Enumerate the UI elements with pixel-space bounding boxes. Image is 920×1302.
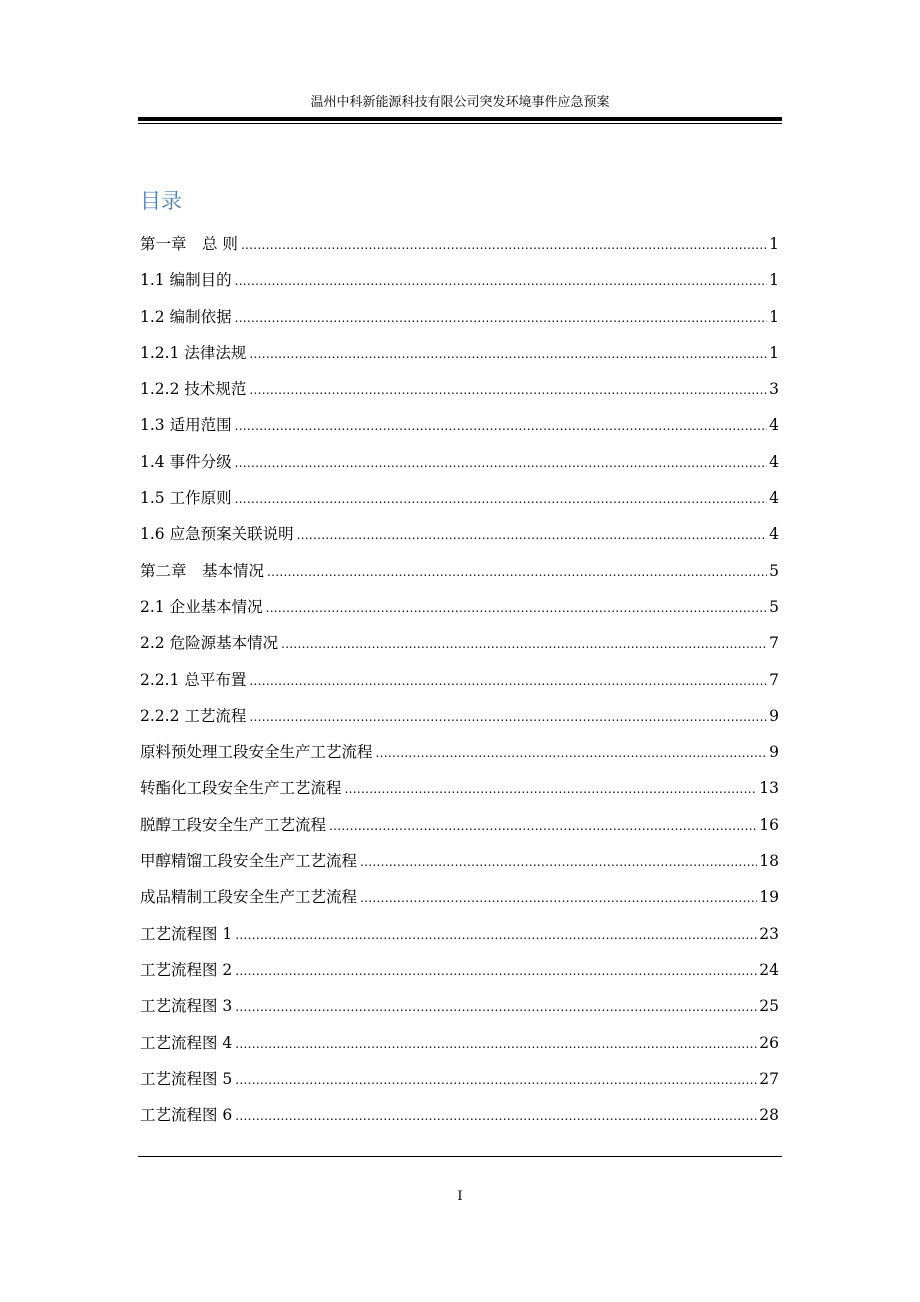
toc-entry[interactable]: [140, 262, 779, 298]
toc-entry-label: 工艺流程图 6: [140, 1106, 233, 1125]
toc-entry-label: 1.1 编制目的: [140, 271, 232, 290]
toc-entry-label: 2.2.2 工艺流程: [140, 706, 247, 725]
toc-entry-page: 5: [769, 597, 779, 616]
toc-entry-page: 4: [769, 489, 779, 508]
toc-entry-page: 1: [769, 271, 779, 290]
toc-entry-page: 25: [759, 997, 779, 1016]
toc-leader-dots: [235, 953, 757, 989]
toc-entry-label: 第一章 总 则: [140, 235, 238, 253]
toc-entry-page: 5: [769, 561, 779, 580]
toc-entry[interactable]: [140, 734, 779, 770]
toc-entry-label: 2.2 危险源基本情况: [140, 634, 279, 653]
document-header-title: 温州中科新能源科技有限公司突发环境事件应急预案: [310, 95, 610, 110]
toc-entry[interactable]: [140, 843, 779, 879]
toc-entry-page: 23: [759, 924, 779, 943]
toc-entry[interactable]: [140, 553, 779, 589]
toc-entry[interactable]: [140, 698, 779, 734]
toc-leader-dots: [281, 626, 767, 662]
toc-entry-page: 1: [769, 307, 779, 326]
toc-entry[interactable]: [140, 407, 779, 443]
header-rule-thin: [138, 123, 782, 124]
toc-leader-dots: [235, 263, 768, 299]
toc-leader-dots: [249, 699, 767, 735]
toc-entry[interactable]: [140, 371, 779, 407]
toc-entry[interactable]: [140, 299, 779, 335]
toc-entry-page: 7: [769, 634, 779, 653]
toc-entry[interactable]: [140, 589, 779, 625]
toc-entry-page: 24: [759, 960, 779, 979]
toc-entry-page: 4: [769, 525, 779, 544]
toc-leader-dots: [235, 989, 757, 1025]
toc-leader-dots: [376, 735, 768, 771]
toc-entry[interactable]: [140, 988, 779, 1024]
toc-entry-label: 1.5 工作原则: [140, 489, 232, 508]
toc-entry-page: 13: [759, 779, 779, 798]
toc-entry[interactable]: [140, 1025, 779, 1061]
toc-entry[interactable]: [140, 662, 779, 698]
toc-leader-dots: [235, 917, 757, 953]
toc-entry-label: 转酯化工段安全生产工艺流程: [140, 779, 342, 798]
toc-leader-dots: [235, 481, 768, 517]
toc-entry[interactable]: [140, 1061, 779, 1097]
toc-entry-page: 18: [759, 852, 779, 871]
toc-leader-dots: [235, 1098, 757, 1134]
toc-entry-page: 9: [769, 743, 779, 762]
toc-entry-label: 工艺流程图 2: [140, 960, 233, 979]
toc-entry-label: 成品精制工段安全生产工艺流程: [140, 888, 358, 907]
toc-heading: 目录: [140, 189, 182, 213]
toc-entry[interactable]: [140, 879, 779, 915]
toc-entry[interactable]: [140, 335, 779, 371]
toc-entry-page: 28: [759, 1106, 779, 1125]
toc-entry-page: 16: [759, 815, 779, 834]
toc-entry-label: 工艺流程图 3: [140, 997, 233, 1016]
toc-entry-page: 1: [769, 235, 779, 253]
toc-entry-label: 1.2 编制依据: [140, 307, 232, 326]
toc-leader-dots: [266, 590, 768, 626]
toc-leader-dots: [297, 517, 768, 553]
toc-entry-label: 1.3 适用范围: [140, 416, 232, 435]
toc-entry-label: 工艺流程图 4: [140, 1033, 233, 1052]
toc-entry-label: 1.4 事件分级: [140, 452, 232, 471]
toc-entry[interactable]: [140, 952, 779, 988]
toc-leader-dots: [249, 663, 767, 699]
toc-entry-label: 1.2.2 技术规范: [140, 380, 247, 399]
toc-entry-page: 19: [759, 888, 779, 907]
toc-leader-dots: [249, 372, 767, 408]
toc-entry-page: 27: [759, 1069, 779, 1088]
toc-entry[interactable]: [140, 516, 779, 552]
toc-entry-page: 7: [769, 670, 779, 689]
toc-entry-label: 2.1 企业基本情况: [140, 597, 263, 616]
toc-entry-page: 3: [769, 380, 779, 399]
toc-entry[interactable]: [140, 770, 779, 806]
toc-entry[interactable]: [140, 480, 779, 516]
toc-entry-label: 1.6 应急预案关联说明: [140, 525, 294, 544]
toc-entry-label: 第二章 基本情况: [140, 561, 265, 580]
toc-entry-page: 4: [769, 452, 779, 471]
toc-leader-dots: [360, 880, 757, 916]
toc-entry-label: 2.2.1 总平布置: [140, 670, 247, 689]
toc-leader-dots: [235, 300, 768, 336]
toc-leader-dots: [329, 808, 757, 844]
footer-rule: [138, 1156, 782, 1157]
table-of-contents: [140, 226, 779, 1133]
toc-entry-page: 1: [769, 343, 779, 362]
toc-entry-label: 工艺流程图 5: [140, 1069, 233, 1088]
toc-entry[interactable]: [140, 226, 779, 262]
toc-entry[interactable]: [140, 1097, 779, 1133]
toc-leader-dots: [249, 336, 767, 372]
toc-entry-label: 甲醇精馏工段安全生产工艺流程: [140, 852, 358, 871]
toc-entry-page: 4: [769, 416, 779, 435]
toc-entry-page: 9: [769, 706, 779, 725]
toc-entry-label: 工艺流程图 1: [140, 924, 233, 943]
toc-entry-label: 脱醇工段安全生产工艺流程: [140, 815, 327, 834]
toc-entry[interactable]: [140, 444, 779, 480]
page-number: I: [457, 1189, 463, 1204]
toc-leader-dots: [235, 408, 768, 444]
toc-leader-dots: [241, 227, 767, 263]
toc-leader-dots: [345, 771, 758, 807]
toc-leader-dots: [267, 554, 767, 590]
toc-leader-dots: [235, 1062, 757, 1098]
toc-leader-dots: [235, 445, 768, 481]
toc-entry-label: 原料预处理工段安全生产工艺流程: [140, 743, 373, 762]
toc-entry[interactable]: [140, 625, 779, 661]
toc-entry-label: 1.2.1 法律法规: [140, 343, 247, 362]
header-rule: [138, 117, 782, 121]
toc-leader-dots: [235, 1026, 757, 1062]
toc-entry-page: 26: [759, 1033, 779, 1052]
toc-entry[interactable]: [140, 916, 779, 952]
toc-entry[interactable]: [140, 807, 779, 843]
toc-leader-dots: [360, 844, 757, 880]
